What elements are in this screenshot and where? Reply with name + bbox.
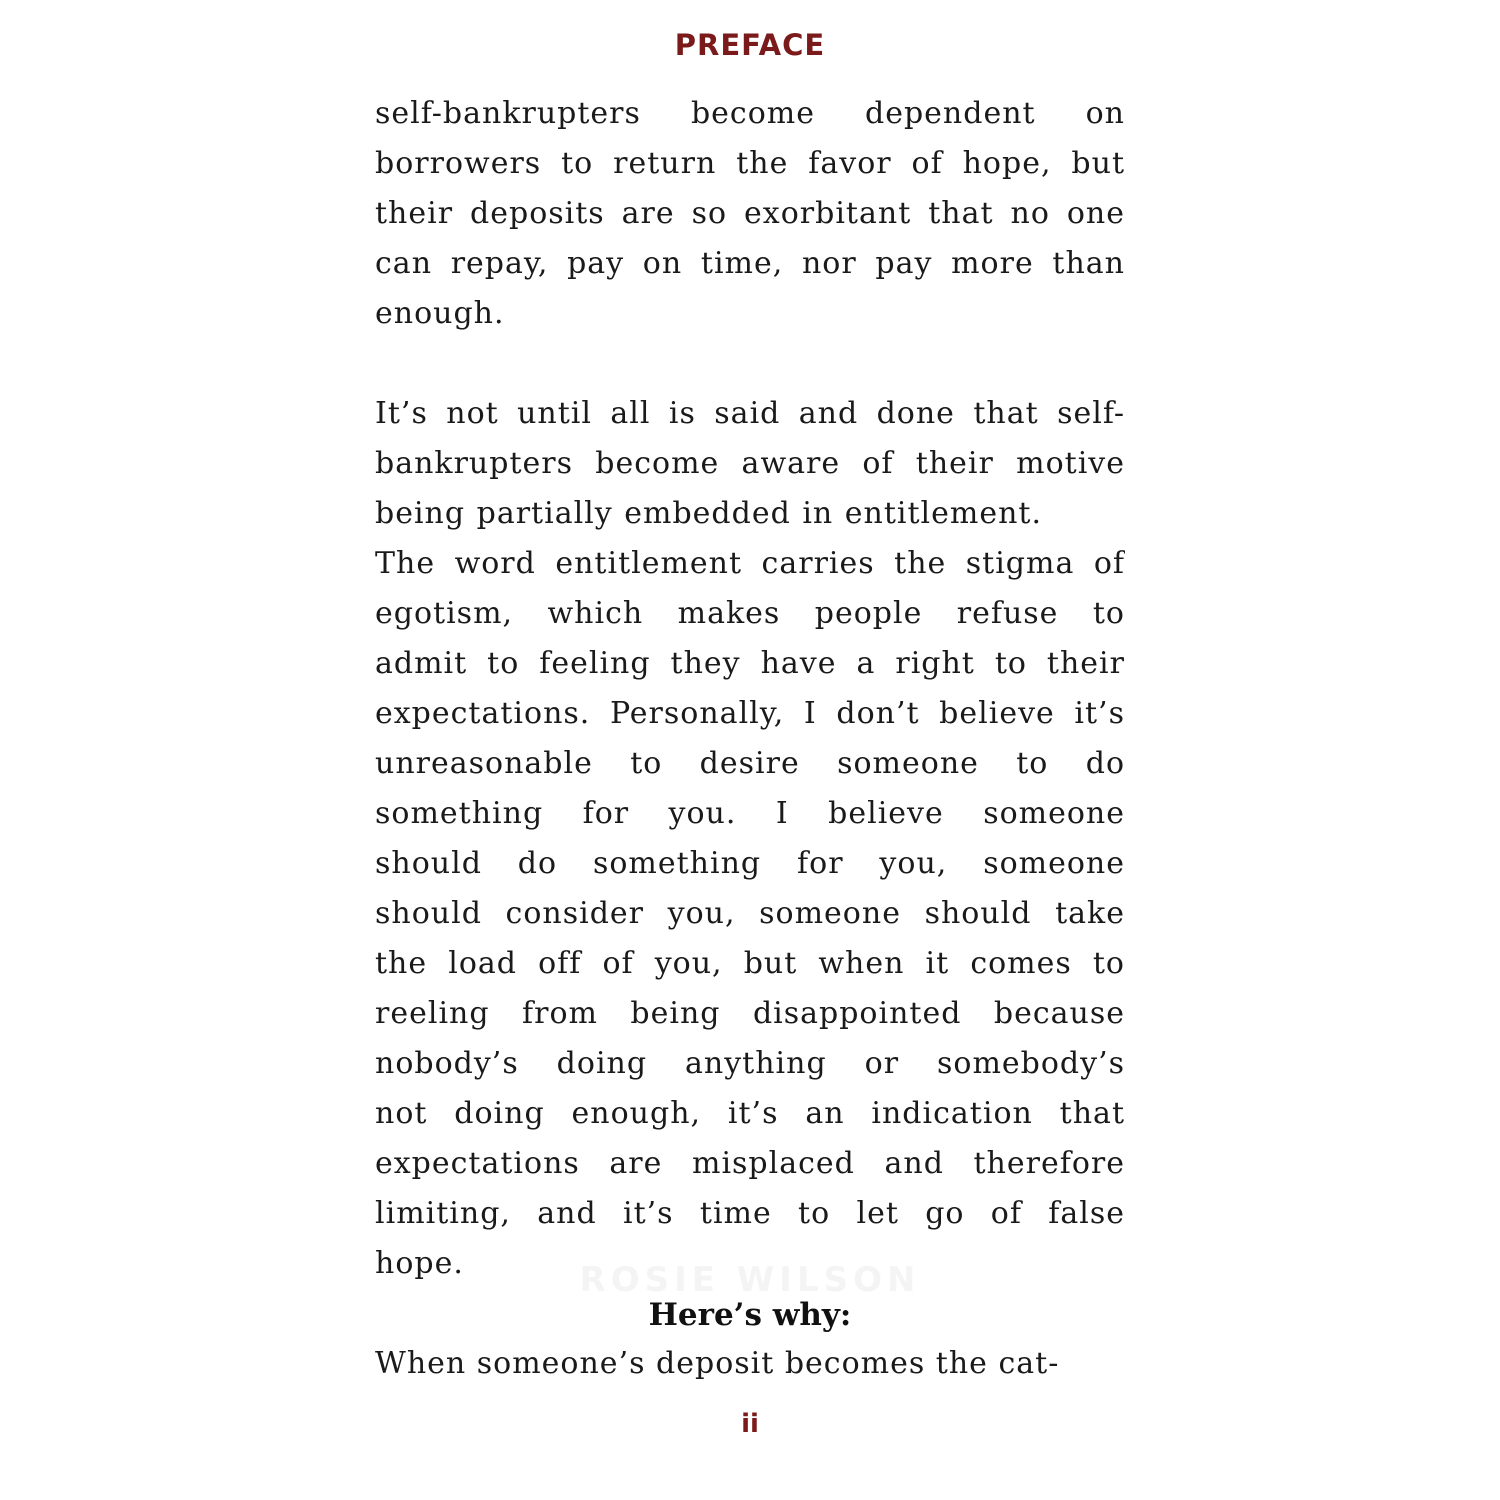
text-line: reeling from being disappointed because xyxy=(375,996,1125,1031)
text-line: self-bankrupters become dependent on xyxy=(375,96,1125,131)
text-line: borrowers to return the favor of hope, but xyxy=(375,146,1125,181)
text-line: being partially embedded in entitlement. xyxy=(375,496,1043,531)
text-line: something for you. I believe someone xyxy=(375,796,1125,831)
text-line: bankrupters become aware of their motive xyxy=(375,446,1125,481)
text-line: enough. xyxy=(375,296,505,331)
paragraph-1 xyxy=(375,89,1125,339)
text-line: not doing enough, it’s an indication that xyxy=(375,1096,1125,1131)
page-number: ii xyxy=(741,1409,759,1439)
text-line: hope. xyxy=(375,1246,464,1281)
text-line: can repay, pay on time, nor pay more than xyxy=(375,246,1125,281)
paragraph-2 xyxy=(375,389,1125,1289)
text-line: expectations are misplaced and therefore xyxy=(375,1146,1125,1181)
text-line: egotism, which makes people refuse to xyxy=(375,596,1125,631)
text-line: their deposits are so exorbitant that no one xyxy=(375,196,1125,231)
text-line: expectations. Personally, I don’t believe it’s xyxy=(375,696,1125,731)
text-line: The word entitlement carries the stigma of xyxy=(375,546,1125,581)
text-line: should consider you, someone should take xyxy=(375,896,1125,931)
text-line: limiting, and it’s time to let go of false xyxy=(375,1196,1125,1231)
running-head-title: PREFACE xyxy=(674,28,826,62)
text-line: unreasonable to desire someone to do xyxy=(375,746,1125,781)
section-subheading: Here’s why: xyxy=(648,1297,852,1333)
text-line: the load off of you, but when it comes to xyxy=(375,946,1125,981)
author-watermark: ROSIE WILSON xyxy=(579,1260,921,1300)
text-line: admit to feeling they have a right to their xyxy=(375,646,1125,681)
continued-text-line: When someone’s deposit becomes the cat- xyxy=(375,1346,1060,1381)
text-line: should do something for you, someone xyxy=(375,846,1125,881)
text-line: It’s not until all is said and done that self- xyxy=(375,396,1125,431)
text-line: nobody’s doing anything or somebody’s xyxy=(375,1046,1125,1081)
